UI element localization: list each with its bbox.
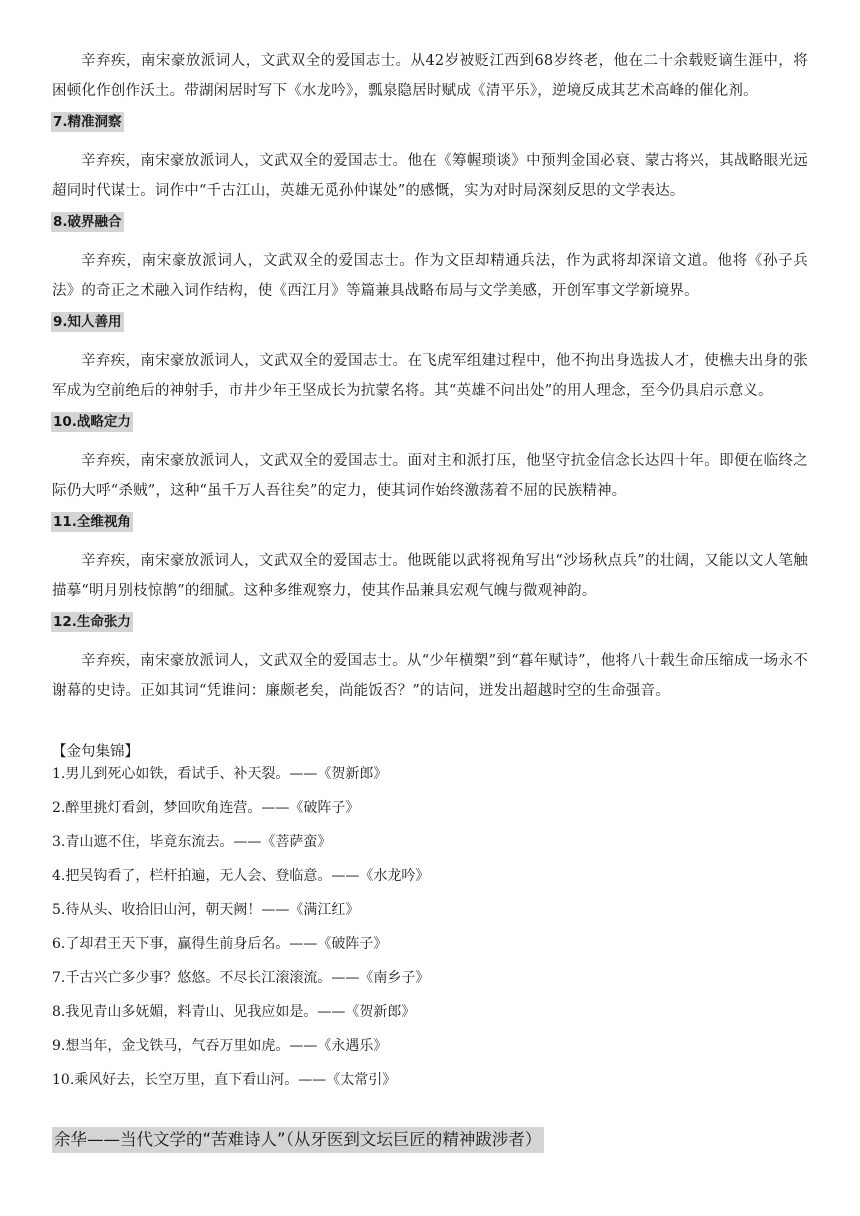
- paragraph-8: 辛弃疾，南宋豪放派词人，文武双全的爱国志士。作为文臣却精通兵法，作为武将却深谙文道。他将《孙子兵法》的奇正之术融入词作结构，使《西江月》等篇兼具战略布局与文学美感，开创军事文学新境界。: [52, 253, 808, 299]
- section-heading-12: 12.生命张力: [53, 614, 131, 630]
- quotes-title: 【金句集锦】: [52, 744, 139, 760]
- paragraph-perseverance: 辛弃疾，南宋豪放派词人，文武双全的爱国志士。从42岁被贬江西到68岁终老，他在二十余载贬谪生涯中，将困顿化作创作沃土。带湖闲居时写下《水龙吟》，瓢泉隐居时赋成《清平乐》，逆境反成其艺术高峰的催化剂。: [52, 53, 808, 99]
- paragraph-10: 辛弃疾，南宋豪放派词人，文武双全的爱国志士。面对主和派打压，他坚守抗金信念长达四十年。即便在临终之际仍大呼“杀贼”，这种“虽千万人吾往矣”的定力，使其词作始终激荡着不屈的民族精神。: [52, 453, 808, 499]
- paragraph-11: 辛弃疾，南宋豪放派词人，文武双全的爱国志士。他既能以武将视角写出“沙场秋点兵”的壮阔，又能以文人笔触描摹“明月别枝惊鹊”的细腻。这种多维观察力，使其作品兼具宏观气魄与微观神韵。: [52, 553, 808, 599]
- quote-item: 2.醉里挑灯看剑，梦回吹角连营。——《破阵子》: [52, 800, 360, 816]
- next-chapter-title: 余华——当代文学的“苦难诗人”（从牙医到文坛巨匠的精神跋涉者）: [52, 1127, 544, 1153]
- quote-item: 7.千古兴亡多少事？悠悠。不尽长江滚滚流。——《南乡子》: [52, 970, 430, 986]
- section-heading-11: 11.全维视角: [53, 514, 131, 530]
- paragraph-9: 辛弃疾，南宋豪放派词人，文武双全的爱国志士。在飞虎军组建过程中，他不拘出身选拔人才，使樵夫出身的张军成为空前绝后的神射手，市井少年王坚成长为抗蒙名将。其“英雄不问出处”的用人理念，至今仍具启示意义。: [52, 353, 808, 399]
- section-heading-8: 8.破界融合: [53, 214, 122, 230]
- paragraph-7: 辛弃疾，南宋豪放派词人，文武双全的爱国志士。他在《筹幄琐谈》中预判金国必衰、蒙古将兴，其战略眼光远超同时代谋士。词作中“千古江山，英雄无觅孙仲谋处”的感慨，实为对时局深刻反思的文学表达。: [52, 153, 808, 199]
- quote-item: 5.待从头、收拾旧山河，朝天阙！——《满江红》: [52, 902, 360, 918]
- quote-item: 9.想当年，金戈铁马，气吞万里如虎。——《永遇乐》: [52, 1038, 388, 1054]
- quote-item: 6.了却君王天下事，赢得生前身后名。——《破阵子》: [52, 936, 388, 952]
- quote-item: 8.我见青山多妩媚，料青山、见我应如是。——《贺新郎》: [52, 1004, 416, 1020]
- quote-item: 10.乘风好去，长空万里，直下看山河。——《太常引》: [52, 1072, 397, 1088]
- section-heading-9: 9.知人善用: [53, 314, 122, 330]
- quote-item: 4.把吴钩看了，栏杆拍遍，无人会、登临意。——《水龙吟》: [52, 868, 430, 884]
- paragraph-12: 辛弃疾，南宋豪放派词人，文武双全的爱国志士。从“少年横槊”到“暮年赋诗”，他将八十载生命压缩成一场永不谢幕的史诗。正如其词“凭谁问：廉颇老矣，尚能饭否？”的诘问，迸发出超越时空的生命强音。: [52, 653, 808, 699]
- quote-item: 3.青山遮不住，毕竟东流去。——《菩萨蛮》: [52, 834, 332, 850]
- section-heading-10: 10.战略定力: [53, 414, 131, 430]
- section-heading-7: 7.精准洞察: [53, 114, 122, 130]
- quote-item: 1.男儿到死心如铁，看试手、补天裂。——《贺新郎》: [52, 766, 388, 782]
